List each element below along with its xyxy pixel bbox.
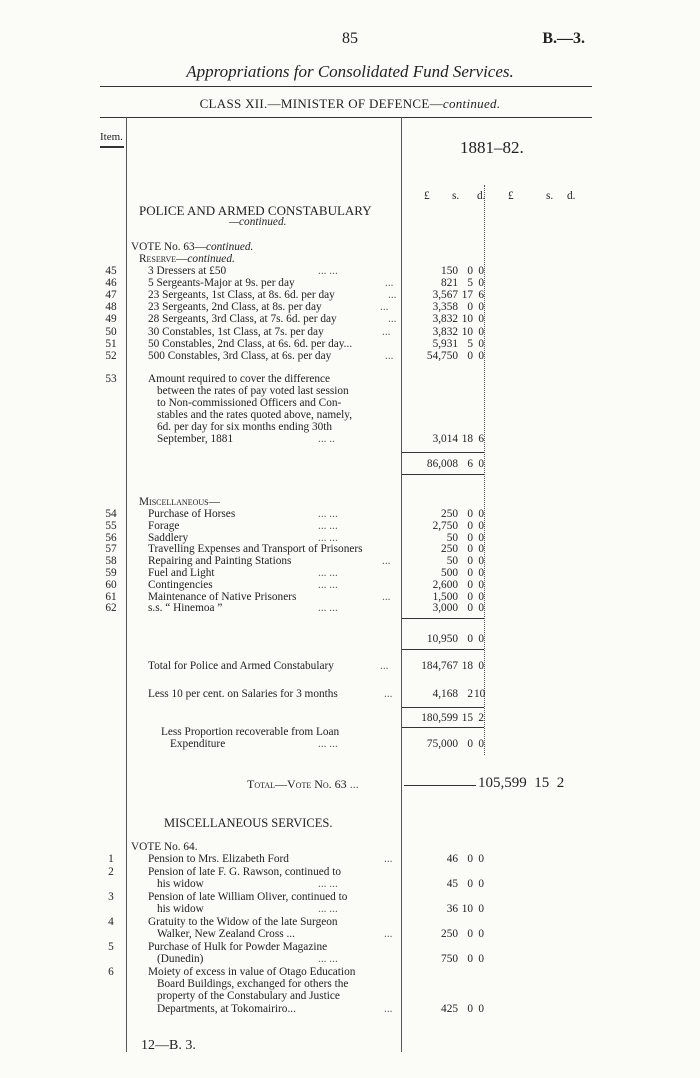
table-row-53: 53 Amount required to cover the difference <box>105 373 331 385</box>
service-row-6: 6 Moiety of excess in value of Otago Education <box>108 966 356 978</box>
police-subtotal: 86,008 6 0 <box>426 458 484 470</box>
table-row-54: 54 Purchase of Horses ... ... 250 0 0 <box>105 508 484 520</box>
service-amount-2: ... ... 45 0 0 <box>318 878 484 891</box>
class-rule <box>100 117 592 118</box>
service-row-6-line-4: Departments, at Tokomairiro... <box>157 1002 296 1015</box>
service-row-2: 2 Pension of late F. G. Rawson, continued to <box>108 866 342 878</box>
service-amount-1: ... 46 0 0 <box>384 853 484 865</box>
shilling-header-2: s. <box>546 190 554 202</box>
table-row-52: 52 500 Constables, 3rd Class, at 6s. per day ... 54,750 0 0 <box>105 349 484 362</box>
misc-heading: Miscellaneous— <box>139 496 220 508</box>
service-amount-6: ... 425 0 0 <box>384 1002 484 1015</box>
loan-row: Expenditure ... ... 75,000 0 0 <box>170 738 484 750</box>
pound-header: £ <box>424 190 430 202</box>
table-row-59: 59 Fuel and Light ... ... 500 0 0 <box>105 567 484 579</box>
subtotal-rule-misc <box>402 618 484 619</box>
loan-label-line-1: Less Proportion recoverable from Loan <box>161 726 340 738</box>
item-53-line-4: stables and the rates quoted above, namely, <box>157 409 353 421</box>
vote-63-total: 105,599 15 2 <box>478 775 565 791</box>
shilling-header: s. <box>452 190 460 202</box>
table-row-57: 57 Travelling Expenses and Transport of Prisoners 250 0 0 <box>105 543 484 556</box>
table-row-45: 45 3 Dressers at £50 ... ... 150 0 0 <box>105 265 484 277</box>
vote-64-label: VOTE No. 64. <box>131 841 198 853</box>
item-53-final-line: September, 1881 ... .. 3,014 18 6 <box>157 433 484 445</box>
reserve-label: Reserve—continued. <box>139 253 235 265</box>
class-title: CLASS XII.—MINISTER OF DEFENCE—continued. <box>199 96 501 111</box>
pound-header-2: £ <box>508 190 514 202</box>
subtotal-rule-police <box>402 452 484 453</box>
vote-63-total-label: Total—Vote No. 63 ... <box>247 777 359 791</box>
item-column-header: Item. <box>100 131 123 143</box>
table-row-55: 55 Forage ... ... 2,750 0 0 <box>105 519 484 532</box>
document-code: B.—3. <box>542 30 585 47</box>
net-rule-bottom <box>402 727 484 728</box>
vote-total-dash <box>404 785 476 786</box>
service-row-5-line-2: (Dunedin) <box>157 953 204 966</box>
net-total-row: 180,599 15 2 <box>421 712 484 724</box>
table-row-49: 49 28 Sergeants, 3rd Class, at 7s. 6d. per day ... 3,832 10 0 <box>105 313 484 326</box>
subtotal-rule-misc-bottom <box>402 649 484 650</box>
service-row-6-line-3: property of the Constabulary and Justice <box>157 990 340 1003</box>
service-row-1: 1 Pension to Mrs. Elizabeth Ford <box>108 853 289 865</box>
service-row-5: 5 Purchase of Hulk for Powder Magazine <box>108 941 328 953</box>
table-row-62: 62 s.s. “ Hinemoa ” ... ... 3,000 0 0 <box>105 602 484 615</box>
table-row-50: 50 30 Constables, 1st Class, at 7s. per day ... 3,832 10 0 <box>105 325 484 338</box>
service-row-3: 3 Pension of late William Oliver, continued to <box>108 891 348 903</box>
item-53-line-2: between the rates of pay voted last session <box>157 385 349 397</box>
service-row-4-line-2: Walker, New Zealand Cross ... <box>157 928 295 941</box>
section-heading-police: POLICE AND ARMED CONSTABULARY <box>139 203 372 218</box>
table-row-61: 61 Maintenance of Native Prisoners ... 1,500 0 0 <box>105 590 484 603</box>
net-rule <box>402 707 484 708</box>
service-row-6-line-2: Board Buildings, exchanged for others the <box>157 978 349 991</box>
table-row-46: 46 5 Sergeants-Major at 9s. per day ... 821 5 0 <box>105 277 484 290</box>
table-row-58: 58 Repairing and Painting Stations ... 50 0 0 <box>105 555 484 568</box>
service-amount-4: ... 250 0 0 <box>384 928 484 941</box>
service-row-2-line-2: his widow <box>157 878 204 891</box>
pence-header: d. <box>477 190 486 202</box>
misc-subtotal: 10,950 0 0 <box>426 633 484 645</box>
subtotal-rule-police-bottom <box>402 474 484 475</box>
table-row-56: 56 Saddlery ... ... 50 0 0 <box>105 531 484 544</box>
item-53-line-5: 6d. per day for six months ending 30th <box>157 421 333 433</box>
section-heading-continued: —continued. <box>229 216 287 228</box>
less-salaries-row: Less 10 per cent. on Salaries for 3 months ... 4,168 2 10 <box>148 688 486 700</box>
pence-header-2: d. <box>567 190 576 202</box>
table-row-47: 47 23 Sergeants, 1st Class, at 8s. 6d. per day ... 3,567 17 6 <box>105 289 484 302</box>
table-row-48: 48 23 Sergeants, 2nd Class, at 8s. per day ... 3,358 0 0 <box>105 301 484 314</box>
misc-services-heading: MISCELLANEOUS SERVICES. <box>164 816 333 830</box>
fiscal-year: 1881–82. <box>460 138 524 157</box>
table-row-51: 51 50 Constables, 2nd Class, at 6s. 6d. per day... 5,931 5 0 <box>105 337 484 350</box>
total-police-row: Total for Police and Armed Constabulary ... 184,767 18 0 <box>148 660 484 672</box>
table-row-60: 60 Contingencies ... ... 2,600 0 0 <box>105 578 484 591</box>
service-amount-3: ... ... 36 10 0 <box>318 903 484 916</box>
footer-signature: 12—B. 3. <box>141 1038 196 1053</box>
page-number: 85 <box>342 30 358 47</box>
header-rule <box>100 86 592 87</box>
item-53-line-3: to Non-commissioned Officers and Con- <box>157 397 342 409</box>
service-row-4: 4 Gratuity to the Widow of the late Surgeon <box>108 916 338 928</box>
service-row-3-line-2: his widow <box>157 903 204 916</box>
service-amount-5: ... ... 750 0 0 <box>318 953 484 966</box>
page-title: Appropriations for Consolidated Fund Services. <box>186 62 514 81</box>
item-header-rule <box>100 146 124 148</box>
vote-63-label: VOTE No. 63—continued. <box>131 241 254 253</box>
